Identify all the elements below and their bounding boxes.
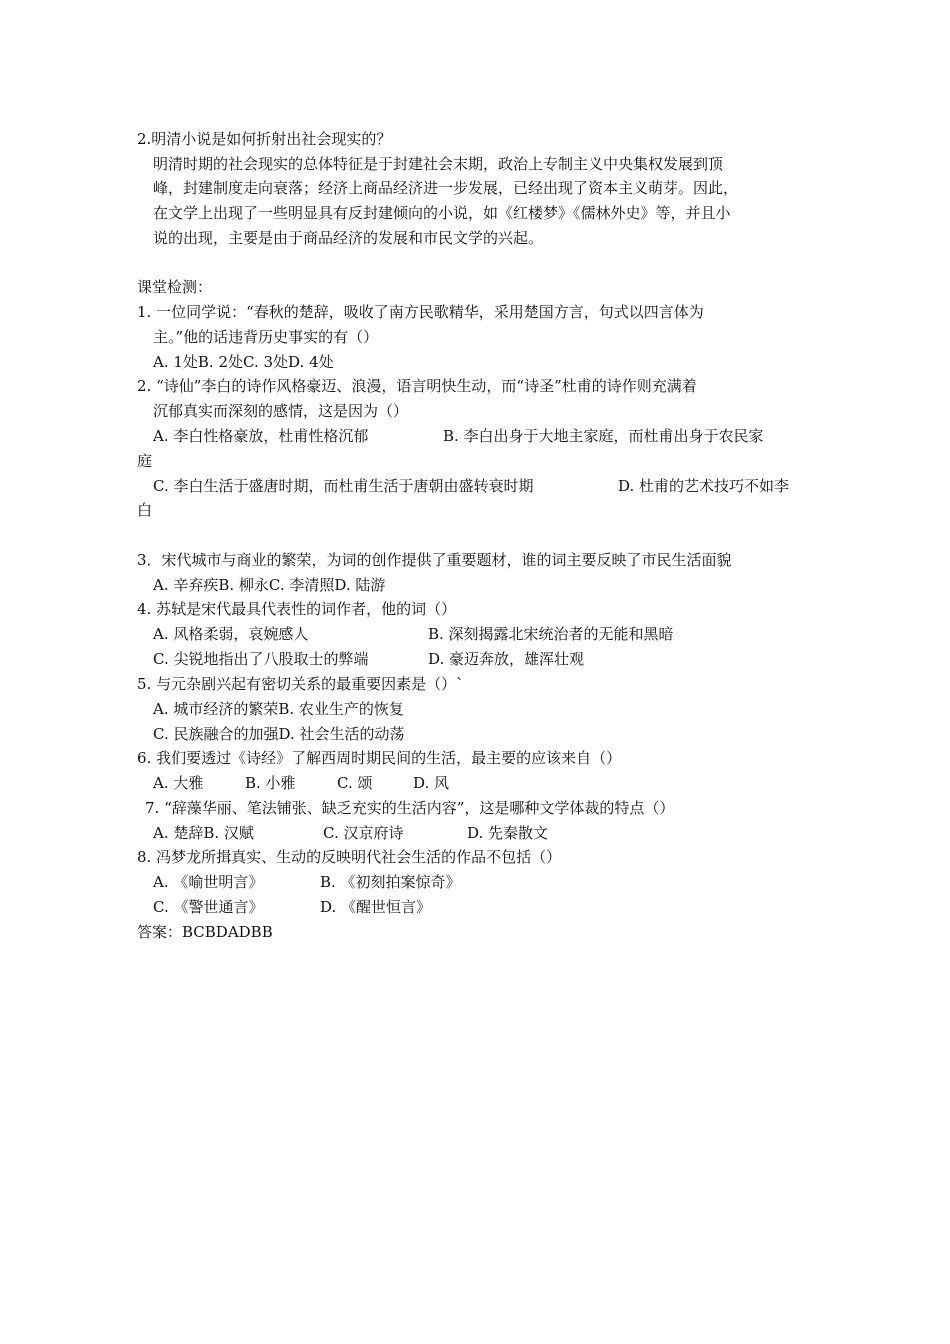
question-2-option-a: A. 李白性格豪放，杜甫性格沉郁	[153, 427, 369, 445]
question-5-options-cd: C. 民族融合的加强D. 社会生活的动荡	[153, 725, 405, 743]
question-1-cont: 主。”他的话违背历史事实的有（）	[153, 328, 379, 346]
question-5-options-ab: A. 城市经济的繁荣B. 农业生产的恢复	[153, 700, 404, 718]
question-3: 3．宋代城市与商业的繁荣，为词的创作提供了重要题材，谁的词主要反映了市民生活面貌	[137, 551, 732, 569]
question-4-option-a: A. 风格柔弱，哀婉感人	[153, 625, 309, 643]
question-8-option-b: B. 《初刻拍案惊奇》	[320, 873, 461, 891]
question-2-cont: 沉郁真实而深刻的感情，这是因为（）	[153, 402, 409, 420]
paragraph-line: 在文学上出现了一些明显具有反封建倾向的小说，如《红楼梦》《儒林外史》等，并且小	[153, 204, 731, 222]
question-8-option-a: A. 《喻世明言》	[153, 873, 264, 891]
question-2-option-b-cont: 庭	[137, 452, 153, 470]
question-8-option-d: D. 《醒世恒言》	[320, 898, 432, 916]
question-7-options-ab: A. 楚辞B. 汉赋	[153, 824, 254, 842]
question-1: 1. 一位同学说：“春秋的楚辞，吸收了南方民歌精华，采用楚国方言，句式以四言体为	[137, 303, 704, 321]
question-3-options: A. 辛弃疾B. 柳永C. 李清照D. 陆游	[153, 576, 386, 594]
question-8: 8. 冯梦龙所揖真实、生动的反映明代社会生活的作品不包括（）	[137, 848, 562, 866]
question-4-option-d: D. 豪迈奔放，雄浑壮观	[428, 650, 585, 668]
question-7-option-d: D. 先秦散文	[467, 824, 549, 842]
question-2-option-d-cont: 白	[137, 501, 153, 519]
question-6-option-c: C. 颂	[337, 774, 373, 792]
question-2-option-d: D. 杜甫的艺术技巧不如李	[618, 477, 790, 495]
question-5: 5. 与元杂剧兴起有密切关系的最重要因素是（）`	[137, 675, 464, 693]
question-1-options: A. 1处B. 2处C. 3处D. 4处	[153, 353, 334, 371]
quiz-title: 课堂检测：	[137, 278, 213, 296]
question-8-option-c: C. 《警世通言》	[153, 898, 264, 916]
question-6: 6. 我们要透过《诗经》了解西周时期民间的生活，最主要的应该来自（）	[137, 749, 622, 767]
question-6-option-a: A. 大雅	[153, 774, 204, 792]
section-heading: 2.明清小说是如何折射出社会现实的？	[137, 130, 392, 148]
question-6-option-b: B. 小雅	[245, 774, 296, 792]
question-2-option-b: B. 李白出身于大地主家庭，而杜甫出身于农民家	[443, 427, 764, 445]
question-4: 4. 苏轼是宋代最具代表性的词作者，他的词（）	[137, 600, 457, 618]
question-6-option-d: D. 风	[413, 774, 450, 792]
answer-key: 答案：BCBDADBB	[137, 923, 273, 941]
paragraph-line: 说的出现，主要是由于商品经济的发展和市民文学的兴起。	[153, 229, 544, 247]
question-2: 2. “诗仙”李白的诗作风格豪迈、浪漫，语言明快生动，而“诗圣”杜甫的诗作则充满着	[137, 377, 697, 395]
question-4-option-b: B. 深刻揭露北宋统治者的无能和黑暗	[428, 625, 674, 643]
question-7: 7. “辞藻华丽、笔法铺张、缺乏充实的生活内容”，这是哪种文学体裁的特点（）	[145, 799, 675, 817]
paragraph-line: 明清时期的社会现实的总体特征是于封建社会末期，政治上专制主义中央集权发展到顶	[153, 155, 724, 173]
question-4-option-c: C. 尖锐地指出了八股取士的弊端	[153, 650, 369, 668]
question-2-option-c: C. 李白生活于盛唐时期，而杜甫生活于唐朝由盛转衰时期	[153, 477, 534, 495]
question-7-option-c: C. 汉京府诗	[323, 824, 404, 842]
paragraph-line: 峰，封建制度走向衰落；经济上商品经济进一步发展，已经出现了资本主义萌芽。因此，	[153, 179, 739, 197]
